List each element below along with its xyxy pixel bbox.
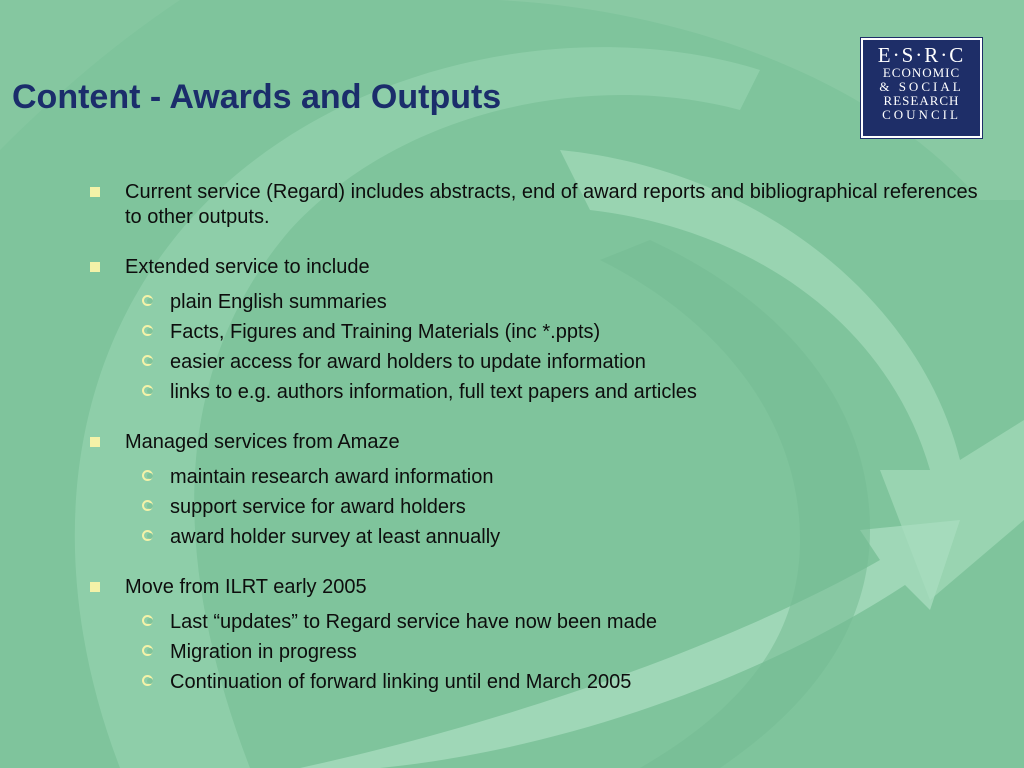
sub-bullet-text: easier access for award holders to update information [170, 351, 646, 373]
sub-bullet-text: Facts, Figures and Training Materials (inc *.ppts) [170, 321, 601, 343]
bullet-text: Extended service to include [125, 256, 370, 278]
esrc-logo [861, 38, 982, 138]
sub-bullet-item [90, 350, 990, 375]
bullet-list [90, 180, 990, 700]
ring-bullet-icon [142, 295, 153, 306]
bullet-item [90, 255, 990, 280]
ring-bullet-icon [142, 530, 153, 541]
sub-bullet-item [90, 495, 990, 520]
sub-bullet-item [90, 380, 990, 405]
bullet-item [90, 575, 990, 600]
sub-bullet-item [90, 610, 990, 635]
sub-bullet-text: Continuation of forward linking until end March 2005 [170, 671, 632, 693]
ring-bullet-icon [142, 385, 153, 396]
square-bullet-icon [90, 187, 100, 197]
sub-bullet-item [90, 290, 990, 315]
ring-bullet-icon [142, 325, 153, 336]
ring-bullet-icon [142, 675, 153, 686]
ring-bullet-icon [142, 500, 153, 511]
sub-bullet-text: support service for award holders [170, 496, 466, 518]
sub-bullet-item [90, 670, 990, 695]
slide-title: Content - Awards and Outputs [12, 78, 502, 116]
sub-bullet-text: maintain research award information [170, 466, 494, 488]
logo-line-4: RESEARCH [883, 93, 960, 108]
sub-bullet-text: links to e.g. authors information, full text papers and articles [170, 381, 697, 403]
bullet-item [90, 430, 990, 455]
ring-bullet-icon [142, 615, 153, 626]
sub-bullet-text: Last “updates” to Regard service have now been made [170, 611, 657, 633]
square-bullet-icon [90, 582, 100, 592]
logo-line-5: COUNCIL [882, 107, 961, 122]
bullet-text: Managed services from Amaze [125, 431, 400, 453]
sub-bullet-item [90, 320, 990, 345]
sub-bullet-item [90, 525, 990, 550]
sub-bullet-text: award holder survey at least annually [170, 526, 501, 548]
bullet-text: Current service (Regard) includes abstracts, end of award reports and bibliographical references to other outputs. [125, 181, 978, 228]
sub-bullet-text: Migration in progress [170, 641, 357, 663]
square-bullet-icon [90, 262, 100, 272]
ring-bullet-icon [142, 645, 153, 656]
sub-bullet-text: plain English summaries [170, 291, 387, 313]
ring-bullet-icon [142, 470, 153, 481]
logo-line-1: E·S·R·C [877, 43, 966, 67]
bullet-item [90, 180, 990, 230]
ring-bullet-icon [142, 355, 153, 366]
logo-line-3: & SOCIAL [879, 79, 964, 94]
sub-bullet-item [90, 640, 990, 665]
logo-line-2: ECONOMIC [882, 65, 961, 80]
square-bullet-icon [90, 437, 100, 447]
sub-bullet-item [90, 465, 990, 490]
bullet-text: Move from ILRT early 2005 [125, 576, 367, 598]
